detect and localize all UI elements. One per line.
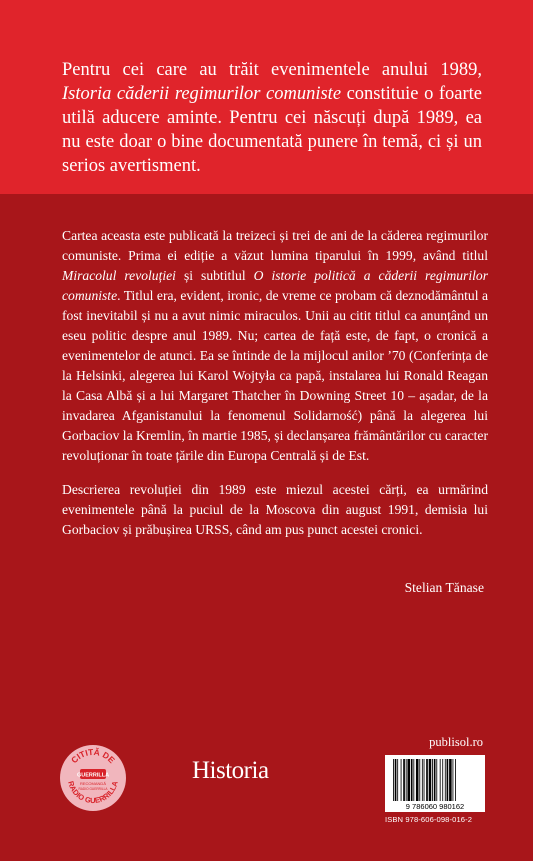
barcode-bar: [432, 759, 433, 801]
publisher-url: publisol.ro: [429, 735, 483, 749]
original-title: Miracolul revoluției: [62, 268, 176, 283]
barcode-bar: [419, 759, 420, 801]
barcode-bars: [385, 755, 485, 812]
barcode-bar: [422, 759, 423, 801]
badge-top-text: CITITĂ DE: [69, 746, 117, 766]
barcode-bar: [407, 759, 410, 801]
barcode-bar: [406, 759, 407, 801]
top-blurb-book-title: Istoria căderii regimurilor comuniste: [62, 84, 342, 104]
barcode-bar: [440, 759, 441, 801]
barcode-bar: [424, 759, 425, 801]
body-text: [62, 226, 488, 554]
barcode-bar: [429, 759, 432, 801]
barcode-bar: [426, 759, 428, 801]
top-blurb: [62, 58, 482, 178]
barcode-bar: [447, 759, 449, 801]
barcode-bar: [397, 759, 398, 801]
paragraph-2: Descrierea revoluției din 1989 este miezul acestei cărți, ea urmărind evenimentele până la puciul de la Moscova din august 1991, demisia lui Gorbaciov și prăbușirea URSS, când am pus punct acestei cronici.: [62, 482, 488, 537]
top-blurb-rest: constituie o foarte utilă aducere aminte. Pentru cei născuți după 1989, ea nu este doar o bine documentată punere în temă, ci și un serios avertisment.: [62, 84, 482, 176]
paragraph-1-part-a: Cartea aceasta este publicată la treizeci și trei de ani de la căderea regimurilor comuniste. Prima ei ediție a văzut lumina tiparului în 1999, având titlul: [62, 228, 488, 263]
barcode-bar: [455, 759, 456, 801]
original-subtitle: O istorie politică a căderii regimurilor comuniste: [62, 268, 488, 303]
historia-logo: Historia: [192, 757, 269, 784]
barcode-digits: 9 786060 980162: [405, 802, 465, 811]
badge-bottom-text: RADIO GUERRILLA: [66, 780, 120, 806]
paragraph-1: [62, 226, 488, 466]
barcode: [385, 755, 485, 812]
barcode-bar: [436, 759, 437, 801]
barcode-bar: [416, 759, 419, 801]
barcode-bar: [401, 759, 402, 801]
badge-center-sub-1: RECOMANDĂ: [79, 781, 107, 786]
barcode-bar: [442, 759, 443, 801]
badge-graphic: [60, 745, 126, 811]
barcode-bar: [449, 759, 452, 801]
barcode-bar: [395, 759, 397, 801]
badge-center-sub-2: RADIO GUERRILLA: [78, 787, 108, 791]
badge-center-brand: GUERRILLA: [76, 772, 110, 779]
barcode-bar: [453, 759, 454, 801]
author-signature: Stelian Tănase: [404, 580, 484, 595]
paragraph-1-part-c: . Titlul era, evident, ironic, de vreme ce probam că deznodământul a fost inevitabil și nu a avut nimic miraculos. Unii au citit titlul ca anunțând un eseu politic despre anul 1989. Nu; cartea de față este, de fapt, o cronică a evenimentelor de atunci. Ea se întinde de la mijlocul anilor ’70 (Conferința de la Helsinki, alegerea lui Karol Wojtyła ca papă, instalarea lui Ronald Reagan la Casa Albă și a lui Margaret Thatcher în Downing Street 10 – așadar, de la invadarea Afganistanului la fenomenul Solidarność) până la alegerea lui Gorbaciov la Kremlin, în martie 1985, și declanșarea frământărilor cu caracter revoluționar în toate țările din Europa Centrală și de Est.: [62, 288, 488, 463]
isbn-number: ISBN 978-606-098-016-2: [385, 815, 473, 824]
barcode-bar: [403, 759, 405, 801]
barcode-bar: [411, 759, 413, 801]
top-blurb-line-1: Pentru cei care au trăit evenimentele anului 1989,: [62, 60, 482, 80]
barcode-bar: [393, 759, 394, 801]
paragraph-1-part-b: și subtitlul: [175, 268, 254, 283]
barcode-bar: [445, 759, 446, 801]
barcode-bar: [434, 759, 436, 801]
barcode-bar: [413, 759, 414, 801]
radio-guerrilla-badge: [60, 745, 126, 811]
